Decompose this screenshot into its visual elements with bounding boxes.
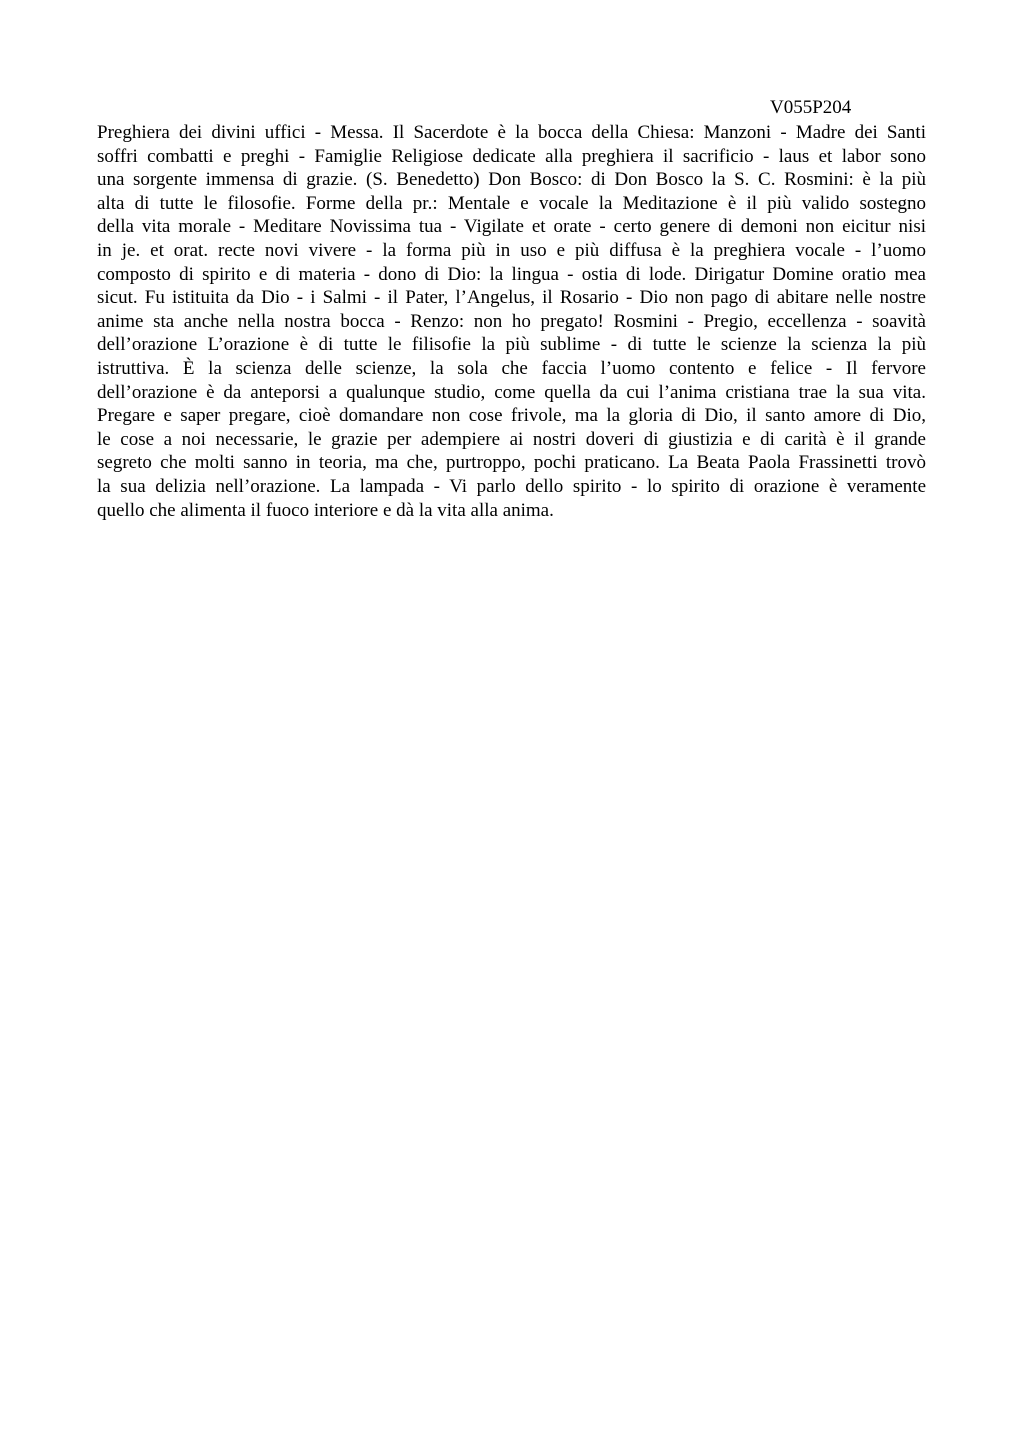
page-identifier: V055P204	[770, 97, 852, 118]
text-line: una sorgente immensa di grazie. (S. Benedetto) Don Bosco: di Don Bosco la S. C. Rosmini: è la più	[97, 169, 926, 191]
text-line: sicut. Fu istituita da Dio - i Salmi - il Pater, l’Angelus, il Rosario - Dio non pago di abitare nelle nostre	[97, 287, 926, 309]
text-line: quello che alimenta il fuoco interiore e dà la vita alla anima.	[97, 499, 554, 521]
text-line: in je. et orat. recte novi vivere - la forma più in uso e più diffusa è la preghiera vocale - l’uomo	[97, 239, 926, 261]
text-line: composto di spirito e di materia - dono di Dio: la lingua - ostia di lode. Dirigatur Domine oratio mea	[97, 263, 926, 285]
text-line: le cose a noi necessarie, le grazie per adempiere ai nostri doveri di giustizia e di carità è il grande	[97, 428, 926, 450]
text-line: segreto che molti sanno in teoria, ma che, purtroppo, pochi praticano. La Beata Paola Frassinetti trovò	[97, 452, 926, 474]
text-line: dell’orazione L’orazione è di tutte le filisofie la più sublime - di tutte le scienze la scienza la più	[97, 334, 926, 356]
text-line: istruttiva. È la scienza delle scienze, la sola che faccia l’uomo contento e felice - Il fervore	[97, 357, 926, 379]
body-paragraph	[97, 121, 926, 522]
text-line: la sua delizia nell’orazione. La lampada - Vi parlo dello spirito - lo spirito di orazione è veramente	[97, 475, 926, 497]
text-line: alta di tutte le filosofie. Forme della pr.: Mentale e vocale la Meditazione è il più valido sostegno	[97, 192, 926, 214]
text-line: dell’orazione è da anteporsi a qualunque studio, come quella da cui l’anima cristiana trae la sua vita.	[97, 381, 926, 403]
text-line: della vita morale - Meditare Novissima tua - Vigilate et orate - certo genere di demoni non eicitur nisi	[97, 216, 926, 238]
text-line: Preghiera dei divini uffici - Messa. Il Sacerdote è la bocca della Chiesa: Manzoni - Madre dei Santi	[97, 122, 926, 143]
text-line: anime sta anche nella nostra bocca - Renzo: non ho pregato! Rosmini - Pregio, eccellenza - soavità	[97, 310, 926, 332]
text-line: soffri combatti e preghi - Famiglie Religiose dedicate alla preghiera il sacrificio - laus et labor sono	[97, 145, 926, 167]
text-line: Pregare e saper pregare, cioè domandare non cose frivole, ma la gloria di Dio, il santo amore di Dio,	[97, 405, 926, 427]
